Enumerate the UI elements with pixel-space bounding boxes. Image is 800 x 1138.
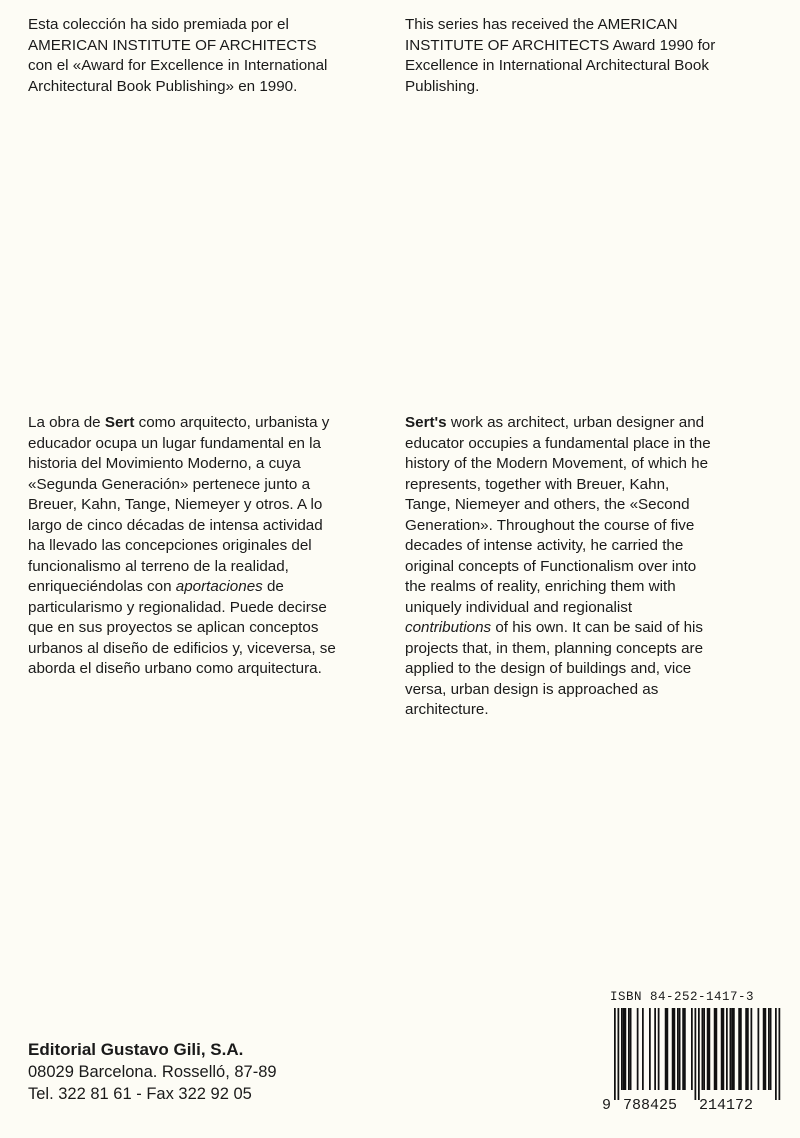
- barcode-bar: [765, 1008, 767, 1090]
- body-es-line: urbanos al diseño de edificios y, viceversa, se: [28, 639, 336, 657]
- body-en-line: educator occupies a fundamental place in the: [405, 434, 711, 452]
- body-en-line: decades of intense activity, he carried the: [405, 537, 684, 554]
- award-es-line: AMERICAN INSTITUTE OF ARCHITECTS: [28, 36, 317, 54]
- body-es-line: aborda el diseño urbano como arquitectura.: [28, 660, 322, 677]
- barcode-bar: [768, 1008, 770, 1090]
- body-en-line: applied to the design of buildings and, vice: [405, 660, 692, 677]
- author-name-bold: Sert: [104, 414, 135, 431]
- barcode-bar: [677, 1008, 679, 1090]
- barcode-bar: [745, 1008, 747, 1090]
- barcode-bar: [698, 1008, 700, 1100]
- barcode-bar: [642, 1008, 644, 1090]
- barcode-bars: [614, 1008, 782, 1100]
- body-es-line: educador ocupa un lugar fundamental en la: [28, 434, 321, 452]
- publisher-block: [28, 1039, 277, 1105]
- body-en-line: history of the Modern Movement, of which he: [405, 455, 709, 472]
- body-es-line: ha llevado las concepciones originales del: [28, 537, 312, 554]
- body-en-line: [405, 618, 775, 639]
- body-es-line: largo de cinco décadas de intensa actividad: [28, 516, 323, 534]
- description-english: [405, 413, 775, 721]
- award-notice-english: [405, 15, 775, 97]
- publisher-address: 08029 Barcelona. Rosselló, 87-89: [28, 1063, 277, 1081]
- barcode-bar: [628, 1008, 630, 1090]
- barcode-bar: [703, 1008, 705, 1090]
- barcode-first-digit: 9: [602, 1097, 612, 1114]
- body-en-line: [405, 413, 775, 434]
- barcode-bar: [731, 1008, 733, 1090]
- barcode-bar: [658, 1008, 660, 1090]
- body-es-line: historia del Movimiento Moderno, a cuya: [28, 455, 301, 472]
- barcode-bar: [740, 1008, 742, 1090]
- barcode-bar: [716, 1008, 718, 1090]
- barcode-bar: [654, 1008, 656, 1090]
- barcode-bar: [738, 1008, 740, 1090]
- body-en-line: architecture.: [405, 701, 489, 718]
- barcode-bar: [637, 1008, 639, 1090]
- barcode-bar: [758, 1008, 760, 1090]
- body-en-line: Generation». Throughout the course of five: [405, 516, 695, 534]
- barcode-bar: [665, 1008, 667, 1090]
- body-es-line: Breuer, Kahn, Tange, Niemeyer y otros. A lo: [28, 496, 323, 513]
- isbn-label: ISBN 84-252-1417-3: [610, 990, 755, 1004]
- text-run: of his own. It can be said of his: [491, 619, 704, 636]
- award-es-line: Architectural Book Publishing» en 1990.: [28, 77, 298, 95]
- barcode-bar: [695, 1008, 697, 1100]
- barcode-bar: [618, 1008, 620, 1100]
- body-en-line: Tange, Niemeyer and others, the «Second: [405, 496, 690, 513]
- barcode-bar: [649, 1008, 651, 1090]
- publisher-phone: Tel. 322 81 61 - Fax 322 92 05: [28, 1085, 252, 1103]
- barcode-bar: [623, 1008, 625, 1090]
- body-en-line: projects that, in them, planning concepts are: [405, 639, 704, 657]
- award-es-line: Esta colección ha sido premiada por el: [28, 16, 289, 33]
- barcode-bar: [779, 1008, 781, 1100]
- barcode-bar: [747, 1008, 749, 1090]
- barcode-bar: [625, 1008, 627, 1090]
- body-en-line: the realms of reality, enriching them with: [405, 578, 676, 595]
- award-en-line: This series has received the AMERICAN: [405, 16, 678, 33]
- body-es-line: [28, 413, 378, 434]
- barcode-bar: [730, 1008, 732, 1090]
- italic-term: contributions: [405, 619, 492, 636]
- barcode-bar: [674, 1008, 676, 1090]
- barcode-bar: [763, 1008, 765, 1090]
- italic-term: aportaciones: [175, 578, 263, 595]
- barcode-bar: [775, 1008, 777, 1100]
- barcode-bar: [723, 1008, 725, 1090]
- barcode-bar: [751, 1008, 753, 1090]
- barcode-bar: [733, 1008, 735, 1090]
- award-en-line: INSTITUTE OF ARCHITECTS Award 1990 for: [405, 36, 716, 54]
- description-spanish: [28, 413, 378, 680]
- body-es-line: «Segunda Generación» pertenece junto a: [28, 475, 311, 493]
- text-run: enriqueciéndolas con: [28, 578, 176, 595]
- body-es-line: que en sus proyectos se aplican conceptos: [28, 619, 319, 636]
- text-run: work as architect, urban designer and: [446, 414, 705, 431]
- award-en-line: Excellence in International Architectural Book: [405, 57, 709, 74]
- body-en-line: uniquely individual and regionalist: [405, 598, 633, 616]
- award-es-line: con el «Award for Excellence in International: [28, 57, 328, 74]
- barcode-bar: [714, 1008, 716, 1090]
- barcode-bar: [709, 1008, 711, 1090]
- barcode-bar: [621, 1008, 623, 1090]
- body-en-line: represents, together with Breuer, Kahn,: [405, 475, 670, 493]
- body-es-line: funcionalismo al terreno de la realidad,: [28, 557, 289, 575]
- barcode-bar: [684, 1008, 686, 1090]
- body-es-line: particularismo y regionalidad. Puede decirse: [28, 598, 327, 616]
- body-es-line: [28, 577, 378, 598]
- body-en-line: versa, urban design is approached as: [405, 680, 659, 698]
- award-en-line: Publishing.: [405, 77, 480, 95]
- barcode-bar: [630, 1008, 632, 1090]
- barcode-bar: [726, 1008, 728, 1090]
- isbn-barcode: [600, 1008, 785, 1118]
- publisher-name: Editorial Gustavo Gili, S.A.: [28, 1040, 244, 1059]
- body-en-line: original concepts of Functionalism over into: [405, 557, 697, 575]
- barcode-bar: [614, 1008, 616, 1100]
- barcode-bar: [679, 1008, 681, 1090]
- barcode-bar: [721, 1008, 723, 1090]
- barcode-bar: [672, 1008, 674, 1090]
- barcode-left-digits: 788425: [623, 1097, 678, 1114]
- barcode-bar: [682, 1008, 684, 1090]
- barcode-bar: [770, 1008, 772, 1090]
- text-run: La obra de: [28, 414, 105, 431]
- barcode-right-digits: 214172: [699, 1097, 754, 1114]
- barcode-bar: [667, 1008, 669, 1090]
- text-run: como arquitecto, urbanista y: [134, 414, 330, 431]
- barcode-bar: [702, 1008, 704, 1090]
- award-notice-spanish: [28, 15, 378, 97]
- barcode-bar: [691, 1008, 693, 1090]
- barcode-bar: [707, 1008, 709, 1090]
- author-name-bold: Sert's: [405, 414, 447, 431]
- text-run: de: [262, 578, 284, 595]
